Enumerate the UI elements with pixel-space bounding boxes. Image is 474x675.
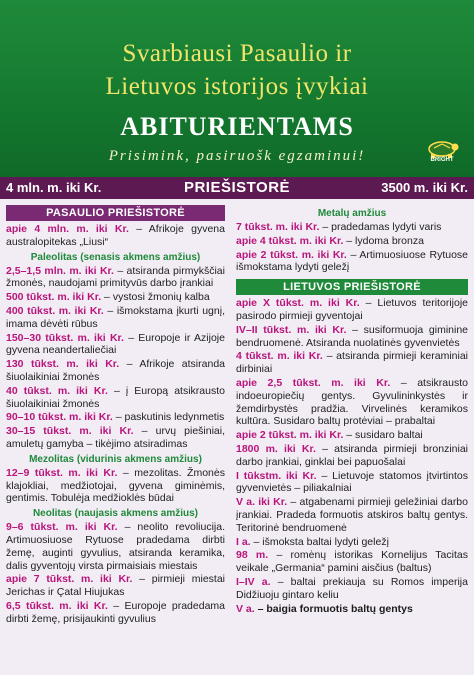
entry-date: apie X tūkst. m. iki Kr.	[236, 297, 360, 310]
entry-date: I a.	[236, 535, 251, 548]
lithuania-list	[236, 297, 468, 615]
entry-date: apie 2 tūkst. m. iki Kr.	[236, 429, 344, 442]
timeline-entry	[6, 600, 225, 626]
right-column	[236, 205, 468, 616]
publisher-logo	[424, 136, 460, 166]
paleolithic-heading: Paleolitas (senasis akmens amžius)	[30, 251, 201, 263]
entry-text: – atsiranda pirmieji bronziniai darbo įrankiai, ginklai bei papuošalai	[236, 442, 468, 468]
entry-text: – Artimuosiuose Rytuose išmokstama lydyti geležį	[236, 248, 469, 274]
entry-text: – išmokstama įkurti ugnį, imama dėvėti rūbus	[6, 304, 225, 330]
era-bar	[0, 177, 474, 199]
timeline-entry	[236, 324, 468, 350]
entry-date: V a. iki Kr.	[236, 496, 288, 509]
lithuania-prehistory-heading: LIETUVOS PRIEŠISTORĖ	[236, 279, 468, 295]
title-line-2: Lietuvos istorijos įvykiai	[105, 73, 369, 100]
timeline-entry	[236, 377, 468, 428]
timeline-entry	[236, 496, 468, 534]
entry-date: 7 tūkst. m. iki Kr.	[236, 221, 320, 233]
timeline-entry	[236, 221, 468, 234]
entry-text: – Europoje pradedama dirbti žemę, prisijaukinti gyvulius	[6, 599, 226, 625]
title-line-1: Svarbiausi Pasaulio ir	[122, 40, 352, 67]
entry-text: – Lietuvoje statomos įtvirtintos gyvenvietės – piliakalniai	[236, 469, 468, 495]
entry-text: – atsiranda pirmykščiai žmonės, naudojami primityvūs darbo įrankiai	[6, 264, 225, 290]
timeline-entry	[6, 332, 225, 358]
timeline-entry	[6, 385, 225, 411]
timeline-entry	[6, 467, 225, 505]
entry-text: – susidaro baltai	[343, 429, 423, 442]
entry-text: – mezolitas. Žmonės klajokliai, medžiotojai, gyvena giminėmis, gentimis. Tobulėja medžioklės būdai	[6, 466, 225, 505]
entry-text: – paskutinis ledynmetis	[112, 411, 225, 424]
left-column	[6, 205, 225, 627]
header-banner	[0, 0, 474, 177]
entry-date: 150–30 tūkst. m. iki Kr.	[6, 331, 124, 344]
entry-date: I tūkstm. iki Kr.	[236, 469, 317, 482]
era-start: 4 mln. m. iki Kr.	[6, 180, 102, 195]
entry-date: 98 m.	[236, 549, 269, 562]
mesolithic-heading: Mezolitas (vidurinis akmens amžius)	[29, 453, 202, 465]
entry-date: apie 7 tūkst. m. iki Kr.	[6, 573, 133, 586]
entry-date: apie 4 mln. m. iki Kr.	[6, 223, 129, 235]
title-line-3: ABITURIENTAMS	[120, 112, 354, 141]
entry-date: 6,5 tūkst. m. iki Kr.	[6, 599, 108, 612]
neolithic-list	[6, 521, 225, 625]
content-area	[0, 199, 474, 675]
entry-date: 4 tūkst. m. iki Kr.	[236, 350, 323, 363]
entry-date: 40 tūkst. m. iki Kr.	[6, 384, 108, 397]
entry-text: – į Europą atsikrausto šiuolaikiniai žmonės	[6, 384, 225, 410]
paleolithic-list	[6, 265, 225, 451]
timeline-entry	[6, 305, 225, 331]
entry-date: I–IV a.	[236, 575, 271, 588]
timeline-entry	[236, 249, 468, 275]
entry-text: – Afrikoje gyvena australopitekas „Liusi“	[6, 223, 225, 248]
entry-date: 2,5–1,5 mln. m. iki Kr.	[6, 264, 114, 277]
timeline-entry	[6, 358, 225, 384]
timeline-entry	[6, 521, 225, 572]
timeline-entry	[236, 576, 468, 602]
entry-date: apie 2 tūkst. m. iki Kr.	[236, 248, 347, 261]
timeline-entry	[6, 223, 225, 249]
logo-text: BRIGHT	[430, 157, 454, 163]
entry-text: – atgabenami pirmieji geležiniai darbo įrankiai. Pradeda formuotis atskiros baltų gentys. Teritorinė bendruomenė	[236, 496, 468, 534]
metal-age-list	[236, 221, 468, 274]
timeline-entry	[6, 425, 225, 451]
entry-text: – atsiranda pirmieji keraminiai dirbiniai	[236, 350, 469, 376]
world-intro-list	[6, 223, 225, 249]
timeline-entry	[6, 265, 225, 291]
timeline-entry	[236, 536, 468, 549]
entry-text: – išmoksta baltai lydyti geležį	[250, 535, 389, 548]
entry-text: – neolito revoliucija. Artimuosiuose Rytuose pradedama dirbti žemę, auginti gyvulius, atsiranda keramika, dalis gyventojų virsta pirmaisiais miestais	[6, 521, 225, 572]
entry-text: – urvų piešiniai, amuletų gamyba – tikėjimo atsiradimas	[6, 425, 225, 450]
entry-date: apie 2,5 tūkst. m. iki Kr.	[236, 376, 391, 389]
timeline-entry	[236, 235, 468, 248]
timeline-entry	[236, 350, 468, 376]
world-prehistory-heading: PASAULIO PRIEŠISTORĖ	[6, 205, 225, 221]
entry-date: apie 4 tūkst. m. iki Kr.	[236, 234, 344, 247]
mesolithic-list	[6, 467, 225, 505]
entry-text: – susiformuoja giminine bendruomenė. Atsiranda nuolatinės gyvenvietės	[236, 323, 468, 349]
entry-date: 130 tūkst. m. iki Kr.	[6, 358, 120, 371]
timeline-entry	[236, 603, 468, 616]
timeline-entry	[6, 573, 225, 599]
entry-text: – romėnų istorikas Kornelijus Tacitas veikale „Germania“ pamini aisčius (baltus)	[236, 549, 468, 575]
neolithic-heading: Neolitas (naujasis akmens amžius)	[32, 508, 199, 520]
timeline-entry	[236, 429, 468, 442]
timeline-entry	[236, 297, 468, 323]
entry-date: 1800 m. iki Kr.	[236, 442, 316, 455]
entry-text: – Afrikoje atsiranda šiuolaikiniai žmonės	[6, 358, 225, 383]
entry-text: – pradedamas lydyti varis	[319, 221, 442, 233]
era-title: PRIEŠISTORĖ	[183, 179, 291, 196]
timeline-entry	[236, 470, 468, 496]
timeline-entry	[6, 291, 225, 304]
timeline-entry	[236, 443, 468, 469]
entry-date: 9–6 tūkst. m. iki Kr.	[6, 521, 118, 534]
entry-date: 30–15 tūkst. m. iki Kr.	[6, 425, 134, 438]
entry-text: – atsikrausto indoeuropiečių gentys. Gyvulininkystės ir žemdirbystės pradžia. Virvelinės keramikos kultūra. Susidaro baltų protėviai – prabaltai	[236, 376, 468, 428]
entry-date: 90–10 tūkst. m. iki Kr.	[6, 411, 113, 424]
entry-text: – pirmieji miestai Jerichas ir Çatal Hiujukas	[6, 573, 225, 599]
entry-text: – baltai prekiauja su Romos imperija Didžiuoju gintaro keliu	[236, 575, 468, 601]
entry-date: 12–9 tūkst. m. iki Kr.	[6, 466, 118, 479]
entry-text: – baigia formuotis baltų gentys	[254, 602, 413, 615]
timeline-entry	[236, 549, 468, 575]
entry-date: V a.	[236, 602, 255, 615]
era-end: 3500 m. iki Kr.	[381, 180, 468, 195]
entry-text: – Europoje ir Azijoje gyvena neandertaliečiai	[6, 331, 225, 357]
entry-text: – vystosi žmonių kalba	[101, 291, 210, 304]
entry-text: – lydoma bronza	[343, 234, 424, 247]
metal-age-heading: Metalų amžius	[317, 208, 387, 219]
entry-text: – Lietuvos teritorijoje pasirodo pirmieji gyventojai	[236, 297, 468, 322]
tagline: Prisimink, pasiruošk egzaminui!	[108, 148, 366, 164]
turtle-logo-icon	[424, 136, 460, 158]
entry-date: 400 tūkst. m. iki Kr.	[6, 304, 104, 317]
entry-date: IV–II tūkst. m. iki Kr.	[236, 323, 347, 336]
entry-date: 500 tūkst. m. iki Kr.	[6, 291, 102, 304]
timeline-entry	[6, 411, 225, 424]
